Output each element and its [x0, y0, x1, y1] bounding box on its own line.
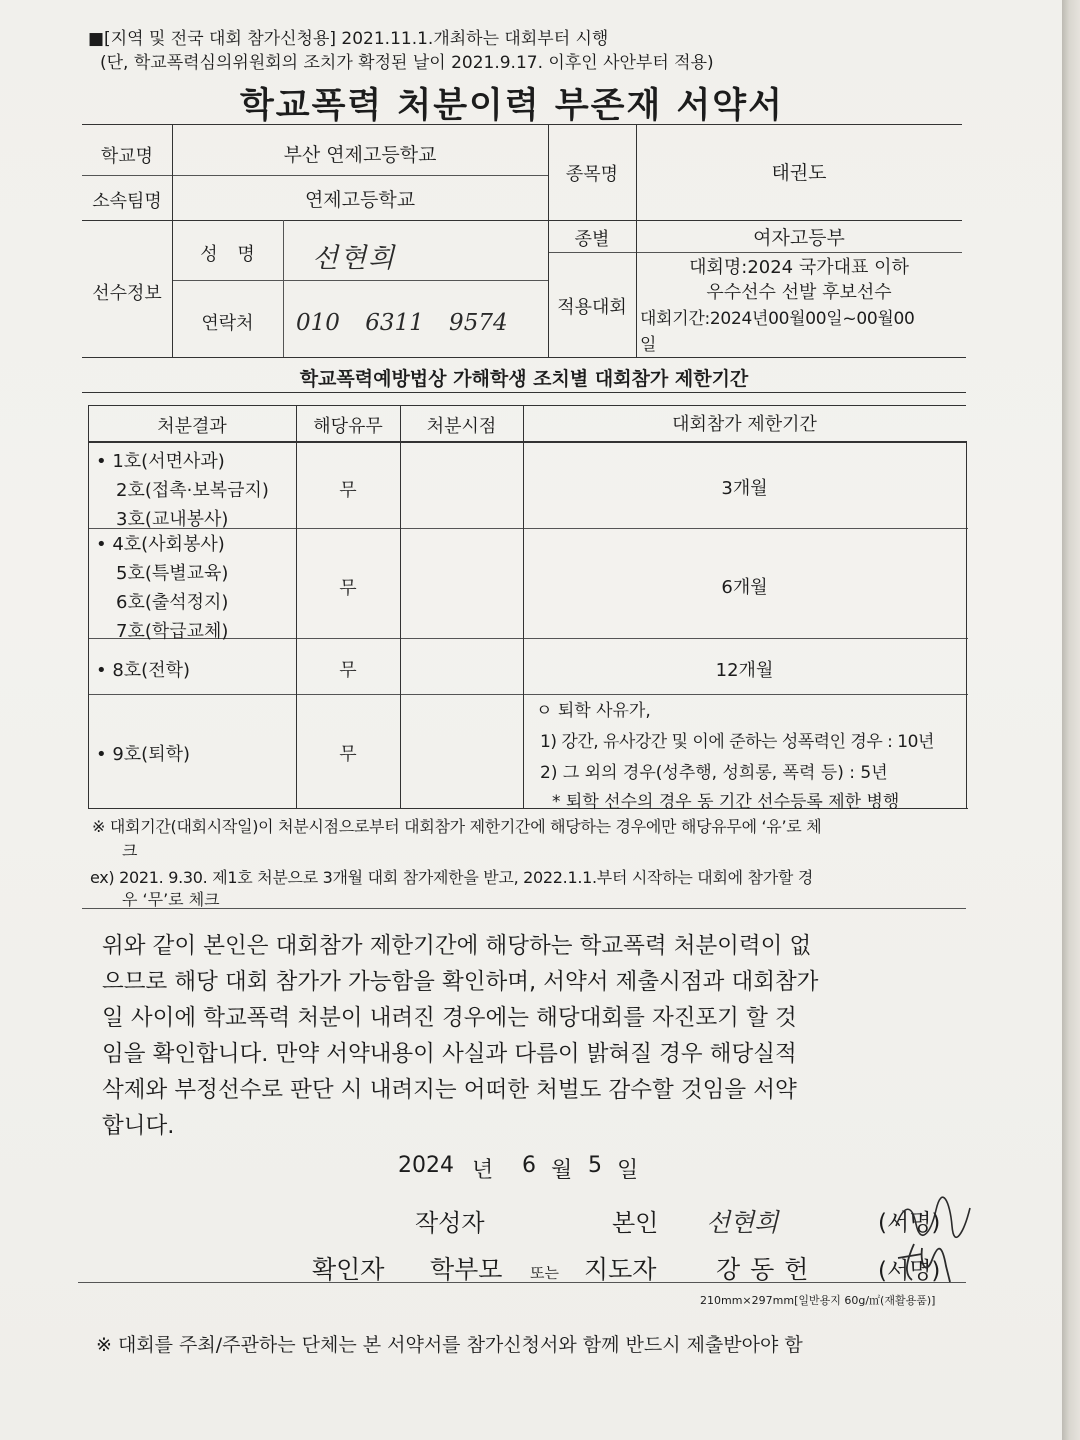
measure-item: • 9호(퇴학): [96, 744, 190, 765]
paper-edge-shadow: [1062, 0, 1080, 1440]
pledge-line: 일 사이에 학교폭력 처분이 내려진 경우에는 해당대회를 자진포기 할 것: [102, 1005, 797, 1031]
measure-item: • 8호(전학): [96, 660, 190, 681]
restriction-heading: 학교폭력예방법상 가해학생 조치별 대회참가 제한기간: [299, 368, 749, 390]
division-label: 종별: [574, 229, 610, 250]
restriction-heading-underline: [82, 392, 966, 393]
col-measure-header: 처분결과: [157, 416, 227, 437]
expulsion-period-line: 1) 강간, 유사강간 및 이에 준하는 성폭력인 경우 : 10년: [540, 732, 934, 752]
team-label: 소속팀명: [92, 191, 162, 212]
expulsion-period-line: ㅇ 퇴학 사유가,: [536, 701, 651, 721]
submission-notice: ※ 대회를 주최/주관하는 단체는 본 서약서를 참가신청서와 함께 반드시 제출받아야 함: [96, 1334, 803, 1356]
school-value: 부산 연제고등학교: [283, 144, 437, 166]
contact-label: 연락처: [201, 313, 254, 334]
measure-item: • 1호(서면사과): [96, 451, 225, 472]
applicable-value: 무: [339, 744, 357, 765]
competition-period-line1: 대회기간:2024년00월00일~00월00: [640, 309, 915, 329]
date-month-unit: 월: [551, 1158, 573, 1183]
info-divider: [82, 175, 548, 176]
confirmer-label: 확인자: [312, 1255, 385, 1284]
restriction-divider: [966, 441, 967, 808]
period-value: 3개월: [721, 478, 768, 499]
info-table-bottom-border: [82, 357, 966, 358]
restriction-divider: [88, 405, 89, 808]
check-note-line1: ※ 대회기간(대회시작일)이 처분시점으로부터 대회참가 제한기간에 해당하는 경우에만 해당유무에 ‘유’로 체: [92, 817, 822, 836]
competition-name-line2: 우수선수 선발 후보선수: [706, 282, 892, 303]
competition-label: 적용대회: [557, 297, 627, 318]
writer-sign-placeholder: (서명): [878, 1210, 941, 1236]
period-value: 6개월: [721, 577, 768, 598]
team-value: 연제고등학교: [304, 189, 416, 211]
division-value: 여자고등부: [753, 227, 845, 249]
date-day-unit: 일: [617, 1158, 639, 1183]
pledge-line: 임을 확인합니다. 만약 서약내용이 사실과 다름이 밝혀질 경우 해당실적: [102, 1041, 797, 1067]
coach-sign-placeholder: (서명): [878, 1258, 941, 1284]
measure-item: 2호(접촉·보복금지): [116, 480, 269, 501]
athlete-info-label: 선수정보: [92, 283, 162, 304]
info-divider: [172, 280, 548, 281]
applicability-note-line1: ■[지역 및 전국 대회 참가신청용] 2021.11.1.개최하는 대회부터 시행: [88, 29, 609, 49]
period-value: 12개월: [715, 660, 774, 681]
writer-label: 작성자: [415, 1209, 485, 1237]
measure-item: 5호(특별교육): [116, 563, 229, 584]
competition-name-line1: 대회명:2024 국가대표 이하: [689, 257, 909, 278]
restriction-header-bottom: [88, 441, 966, 443]
info-table-top-border: [82, 124, 962, 125]
restriction-divider: [400, 405, 401, 808]
measure-item: 7호(학급교체): [116, 621, 229, 642]
check-note-line2: 크: [122, 841, 138, 860]
example-note-line2: 우 ‘무’로 체크: [122, 890, 220, 909]
event-label: 종목명: [565, 164, 619, 185]
competition-period-line2: 일: [640, 335, 657, 355]
measure-item: 6호(출석정지): [116, 592, 229, 613]
coach-label: 지도자: [584, 1255, 657, 1284]
applicable-value: 무: [339, 480, 357, 501]
notes-divider: [82, 908, 966, 909]
parent-label: 학부모: [430, 1255, 503, 1284]
expulsion-period-line: 2) 그 외의 경우(성추행, 성희롱, 폭력 등) : 5년: [540, 763, 888, 783]
restriction-table-top-border: [88, 405, 966, 406]
info-divider: [283, 220, 284, 357]
applicable-value: 무: [339, 578, 357, 599]
date-year-unit: 년: [472, 1158, 494, 1183]
applicable-value: 무: [339, 660, 357, 681]
writer-name-handwritten: 선현희: [706, 1208, 779, 1237]
footer-divider: [78, 1282, 966, 1283]
self-label: 본인: [612, 1209, 659, 1237]
col-applicable-header: 해당유무: [313, 416, 383, 437]
col-date-header: 처분시점: [426, 416, 497, 437]
event-value: 태권도: [771, 162, 827, 184]
date-month: 6: [522, 1153, 536, 1178]
pledge-line: 위와 같이 본인은 대회참가 제한기간에 해당하는 학교폭력 처분이력이 없: [102, 933, 812, 959]
coach-signature-mark: [892, 1236, 956, 1286]
date-year: 2024: [398, 1153, 454, 1178]
measure-item: • 4호(사회봉사): [96, 534, 225, 555]
athlete-name-handwritten: 선현희: [312, 243, 397, 274]
measure-item: 3호(교내봉사): [116, 509, 229, 530]
paper-spec: 210mm×297mm[일반용지 60g/㎡(재활용품)]: [700, 1294, 936, 1307]
or-label: 또는: [530, 1264, 559, 1282]
coach-name: 강 동 헌: [716, 1255, 810, 1284]
info-divider: [82, 220, 962, 221]
name-label: 성 명: [200, 244, 255, 265]
pledge-line: 으므로 해당 대회 참가가 가능함을 확인하며, 서약서 제출시점과 대회참가: [102, 969, 819, 995]
col-period-header: 대회참가 제한기간: [672, 414, 817, 435]
document-title: 학교폭력 처분이력 부존재 서약서: [240, 86, 784, 126]
school-label: 학교명: [100, 146, 154, 167]
example-note-line1: ex) 2021. 9.30. 제1호 처분으로 3개월 대회 참가제한을 받고, 2022.1.1.부터 시작하는 대회에 참가할 경: [90, 868, 813, 887]
applicability-note-line2: (단, 학교폭력심의위원회의 조치가 확정된 날이 2021.9.17. 이후인 사안부터 적용): [100, 53, 714, 73]
restriction-row-divider: [88, 694, 968, 695]
contact-handwritten: 010 6311 9574: [296, 310, 508, 336]
pledge-line: 삭제와 부정선수로 판단 시 내려지는 어떠한 처벌도 감수할 것임을 서약: [102, 1077, 797, 1103]
restriction-divider: [523, 405, 524, 808]
date-day: 5: [588, 1153, 602, 1178]
expulsion-period-line: * 퇴학 선수의 경우 동 기간 선수등록 제한 병행: [552, 792, 900, 812]
pledge-line: 합니다.: [102, 1113, 175, 1139]
